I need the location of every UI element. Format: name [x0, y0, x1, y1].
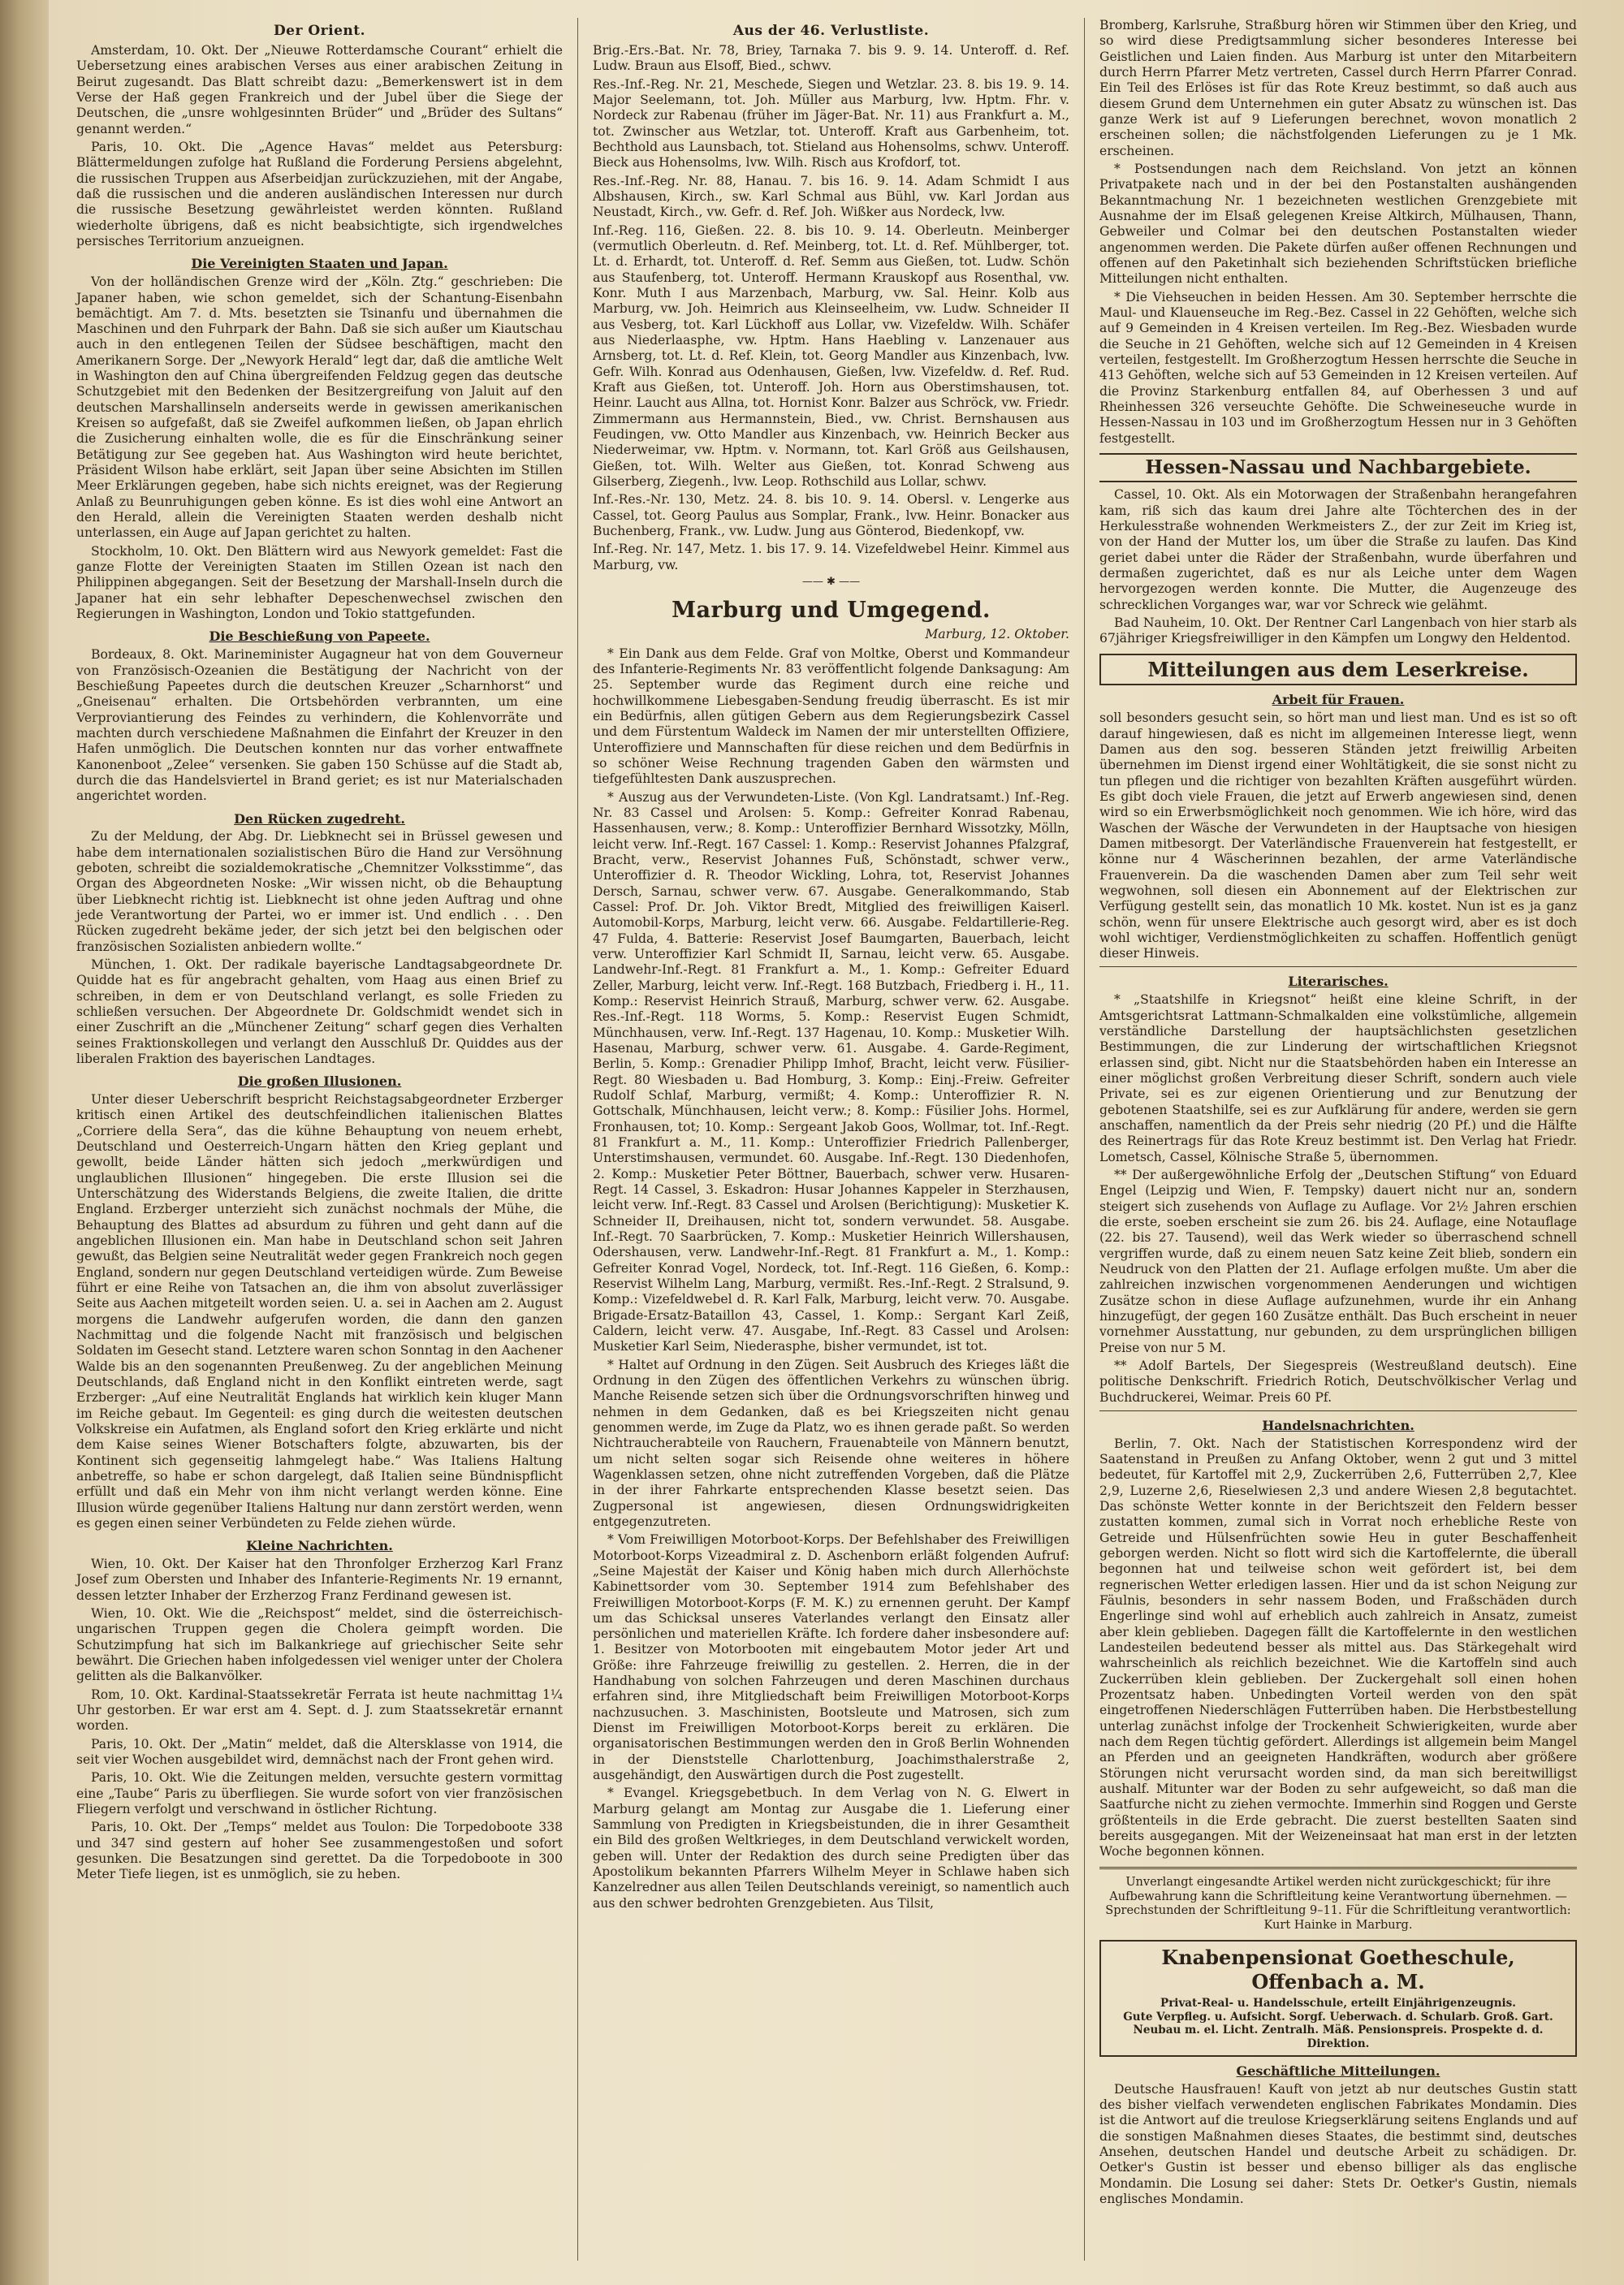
list-paragraph: Brig.-Ers.-Bat. Nr. 78, Briey, Tarnaka 7. bis 9. 9. 14. Unteroff. d. Ref. Ludw. Braun aus Elsoff, Bied., schwv. — [593, 43, 1069, 74]
article-paragraph: Wien, 10. Okt. Der Kaiser hat den Thronfolger Erzherzog Karl Franz Josef zum Obersten und Inhaber des Infanterie-Regiments Nr. 19 ernannt, dessen letzter Inhaber der Erzherzog Franz Ferdinand gewesen ist. — [76, 1557, 563, 1603]
dateline: Marburg, 12. Oktober. — [925, 627, 1069, 642]
handel-heading: Handelsnachrichten. — [1262, 1417, 1415, 1433]
leser-heading: Mitteilungen aus dem Leserkreise. — [1099, 654, 1577, 686]
article-paragraph: Paris, 10. Okt. Die „Agence Havas“ meldet aus Petersburg: Blättermeldungen zufolge hat Rußland die Forderung Persiens abgelehnt, die russischen Truppen aus Afserbeidjan zurückzuziehen, mit der Angabe, daß die russischen und die anderen ausländischen Interessen nur durch die russische Besetzung gewährleistet werden könnten. Rußland wiederholte übrigens, daß es nicht beabsichtigte, sich irgendwelches persisches Territorium anzueignen. — [76, 140, 563, 249]
verlust-heading: Aus der 46. Verlustliste. — [732, 23, 930, 39]
article-paragraph: Rom, 10. Okt. Kardinal-Staatssekretär Ferrata ist heute nachmittag 1¼ Uhr gestorben. Er war erst am 4. Sept. d. J. zum Staatssekretär ernannt worden. — [76, 1687, 563, 1734]
list-paragraph: Inf.-Res.-Nr. 130, Metz. 24. 8. bis 10. 9. 14. Obersl. v. Lengerke aus Cassel, tot. Georg Paulus aus Somplar, Frank., lvw. Heinr. Bonacker aus Buchenberg, Frank., vw. Ludw. Jung aus Gönterod, Biedenkopf, vw. — [593, 492, 1069, 538]
frauen-heading: Arbeit für Frauen. — [1272, 692, 1405, 708]
article-paragraph: * Haltet auf Ordnung in den Zügen. Seit Ausbruch des Krieges läßt die Ordnung in den Zügen des öffentlichen Verkehrs zu wünschen übrig. Manche Reisende setzen sich über die Ordnungsvorschriften hinweg und nehmen in dem Gedanken, daß es bei Kriegszeiten nicht genau genommen werde, im Zuge da Platz, wo es ihnen gerade paßt. So werden Nichtraucherabteile von Rauchern, Frauenabteile von Männern benutzt, um nicht selten sogar sich Reisende ohne weiteres in höhere Wagenklassen setzen, ohne nicht zutreffenden Vorgeben, daß die Plätze in der ihrer Fahrkarte entsprechenden Klasse besetzt seien. Das Zugpersonal ist angewiesen, diesen Ordnungswidrigkeiten entgegenzutreten. — [593, 1357, 1069, 1529]
article-paragraph: Deutsche Hausfrauen! Kauft von jetzt ab nur deutsches Gustin statt des bisher vielfach verwendeten englischen Fabrikates Mondamin. Dies ist die Antwort auf die treulose Kriegserklärung seitens Englands und auf die sonstigen Maßnahmen dieses Staates, die bestimmt sind, deutsches Ansehen, deutschen Handel und deutsche Arbeit zu schädigen. Dr. Oetker's Gustin ist besser und ebenso billiger als das englische Mondamin. Die Losung sei daher: Stets Dr. Oetker's Gustin, niemals englisches Mondamin. — [1099, 2081, 1577, 2206]
article-paragraph: Paris, 10. Okt. Der „Temps“ meldet aus Toulon: Die Torpedoboote 338 und 347 sind gestern auf hoher See zusammengestoßen und sofort gesunken. Die Besatzungen sind gerettet. Da die Torpedoboote in 300 Meter Tiefe liegen, ist es unmöglich, sie zu heben. — [76, 1820, 563, 1882]
article-paragraph: Stockholm, 10. Okt. Den Blättern wird aus Newyork gemeldet: Fast die ganze Flotte der Vereinigten Staaten im Stillen Ozean ist nach den Philippinen abgegangen. Seit der Besetzung der Marshall-Inseln durch die Japaner hat ein sehr lebhafter Depeschenwechsel zwischen den Regierungen in Washington, London und Tokio stattgefunden. — [76, 543, 563, 622]
columns — [71, 18, 1592, 2261]
article-paragraph: * Ein Dank aus dem Felde. Graf von Moltke, Oberst und Kommandeur des Infanterie-Regiments Nr. 83 veröffentlicht folgende Danksagung: Am 25. September wurde das Regiment durch eine reiche und hochwillkommene Liebesgaben-Sendung freudig überrascht. Es ist mir ein Bedürfnis, allen gütigen Gebern aus dem Regierungsbezirk Cassel und dem Fürstentum Waldeck im Namen der mir unterstellten Offiziere, Unteroffiziere und Mannschaften für diese reichen und dem Bedürfnis in so schöner Weise Rechnung tragenden Gaben den wärmsten und tiefgefühltesten Dank auszusprechen. — [593, 646, 1069, 787]
article-paragraph: Unter dieser Ueberschrift bespricht Reichstagsabgeordneter Erzberger kritisch einen Artikel des deutschfeindlichen italienischen Blattes „Corriere della Sera“, das die kühne Behauptung von neuem erhebt, Deutschland und Oesterreich-Ungarn hätten den Krieg geplant und gewollt, beide Länder hätten sich jedoch „merkwürdigen und unglaublichen Illusionen“ hingegeben. Die erste Illusion sei die Unterschätzung des Widerstands Belgiens, die zweite Italien, die dritte England. Erzberger unterzieht sich zunächst nochmals der Mühe, die Behauptung des Blattes ad absurdum zu führen und geht dann auf die angeblichen Illusionen ein. Man habe in Deutschland schon seit Jahren gewußt, das Belgien seine Neutralität weder gegen Frankreich noch gegen England, sondern nur gegen Deutschland verteidigen würde. Zum Beweise führt er eine Reihe von Tatsachen an, die ihm von absolut zuverlässiger Seite aus Aachen mitgeteilt worden seien. U. a. sei in Aachen am 2. August morgens die Landwehr aufgerufen worden, die dann den ganzen Nachmittag und die folgende Nacht mit französisch und belgischen Soldaten im Gesecht stand. Letztere waren schon Sonntag in den Aachener Walde bis an den sogenannten Preußenweg. Zu der angeblichen Meinung Deutschlands, daß England nicht in den Konflikt eintreten werde, sagt Erzberger: „Auf eine Neutralität Englands hat wirklich kein kluger Mann im Reiche gebaut. Im Gegenteil: es ging durch die weitesten deutschen Volkskreise ein Aufatmen, als England sofort den Krieg erklärte und nicht dem Kaise seines Wiener Botschafters folgte, abzuwarten, bis der Kontinent sich gegenseitig lahmgelegt habe.“ Was Italiens Haltung anbetreffe, so habe er schon dargelegt, daß Italien seine Bündnispflicht erfüllt und daß ein Mehr von ihm nicht verlangt werden könne. Eine Illusion würde gegenüber Italiens Haltung nur dann zerstört werden, wenn es gegen einen seiner Verbündeten zu Felde ziehen würde. — [76, 1092, 563, 1531]
hessen-heading: Hessen-Nassau und Nachbargebiete. — [1099, 453, 1577, 483]
article-paragraph: * Auszug aus der Verwundeten-Liste. (Von Kgl. Landratsamt.) Inf.-Reg. Nr. 83 Cassel und Arolsen: 5. Komp.: Gefreiter Konrad Rabenau, Hassenhausen, verw.; 8. Komp.: Unteroffizier Bernhard Wissotzky, Mölln, leicht verw. Inf.-Regt. 167 Cassel: 1. Komp.: Reservist Johannes Pfalzgraf, Bracht, verw., Reservist Johannes Fuß, Schönstadt, schwer verw., Unteroffizier d. R. Theodor Wickling, Lohra, tot, Reservist Johannes Dersch, Sarnau, schwer verw. 67. Ausgabe. Generalkommando, Stab Cassel: Prof. Dr. Joh. Viktor Bredt, Mitglied des freiwilligen Kaiserl. Automobil-Korps, Marburg, leicht verw. 66. Ausgabe. Feldartillerie-Reg. 47 Fulda, 4. Batterie: Reservist Josef Baumgarten, Bauerbach, leicht verw. Unteroffizier Karl Schmidt II, Sarnau, leicht verw. 65. Ausgabe. Landwehr-Inf.-Regt. 81 Frankfurt a. M., 1. Komp.: Gefreiter Eduard Zeller, Marburg, leicht verw. Inf.-Regt. 168 Butzbach, Friedberg i. H., 11. Komp.: Reservist Heinrich Strauß, Marburg, schwer verw. 62. Ausgabe. Res.-Inf.-Regt. 118 Worms, 5. Komp.: Reservist Eugen Schmidt, Münchhausen, verw. Inf.-Regt. 137 Hagenau, 10. Komp.: Musketier Wilh. Hasenau, Marburg, schwer verw. 61. Ausgabe. 4. Garde-Regiment, Berlin, 5. Komp.: Grenadier Philipp Imhof, Bracht, leicht verw. Füsilier-Regt. 80 Wiesbaden u. Bad Homburg, 3. Komp.: Einj.-Freiw. Gefreiter Rudolf Schlaf, Marburg, vermißt; 4. Komp.: Unteroffizier R. N. Gottschalk, Münchhausen, leicht verw.; 8. Komp.: Füsilier Johs. Hormel, Fronhausen, tot; 10. Komp.: Sergeant Jakob Goos, Wollmar, tot. Inf.-Regt. 81 Frankfurt a. M., 11. Komp.: Unteroffizier Friedrich Pallenberger, Unterstimshausen, vermundet. 60. Ausgabe. Inf.-Regt. 130 Diedenhofen, 2. Komp.: Musketier Peter Böttner, Bauerbach, schwer verw. Husaren-Regt. 14 Cassel, 3. Eskadron: Husar Johannes Kappeler in Sterzhausen, leicht verw. Inf.-Regt. 83 Cassel und Arolsen (Berichtigung): Musketier K. Schneider II, Dreihausen, nicht tot, sondern verwundet. 58. Ausgabe. Inf.-Regt. 70 Saarbrücken, 7. Komp.: Musketier Heinrich Willershausen, Odershausen, verw. Landwehr-Inf.-Regt. 81 Frankfurt a. M., 1. Komp.: Gefreiter Konrad Vogel, Nordeck, tot. Inf.-Regt. 116 Gießen, 6. Komp.: Reservist Wilhelm Lang, Marburg, vermißt. Res.-Inf.-Regt. 2 Stralsund, 9. Komp.: Vizefeldwebel d. R. Karl Falk, Marburg, leicht verw. 70. Ausgabe. Brigade-Ersatz-Bataillon 43, Cassel, 1. Komp.: Sergant Karl Zeiß, Caldern, leicht verw. 47. Ausgabe, Inf.-Regt. 83 Cassel und Arolsen: Musketier Karl Seim, Niederasphe, bisher vermundet, ist tot. — [593, 789, 1069, 1354]
article-paragraph: München, 1. Okt. Der radikale bayerische Landtagsabgeordnete Dr. Quidde hat es für angebracht gehalten, vom Haag aus einen Brief zu schreiben, in dem er von Deutschland verlangt, es solle Frieden zu schließen versuchen. Der Abgeordnete Dr. Goldschmidt wendet sich in einer Zuschrift an die „Münchener Zeitung“ scharf gegen dies Verhalten seines Fraktionskollegen und verlangt den Ausschluß Dr. Quiddes aus der liberalen Fraktion des bayerischen Landtages. — [76, 957, 563, 1066]
ad-line: Privat-Real- u. Handelsschule, erteilt Einjährigenzeugnis. — [1160, 1996, 1516, 2010]
page-binding — [0, 0, 49, 2285]
papeete-heading: Die Beschießung von Papeete. — [209, 628, 430, 645]
column-right — [1085, 18, 1592, 2261]
ad-title: Knabenpensionat Goetheschule, Offenbach a. M. — [1161, 1946, 1515, 1994]
column-left — [71, 18, 578, 2261]
article-paragraph: Paris, 10. Okt. Wie die Zeitungen melden, versuchte gestern vormittag eine „Taube“ Paris zu überfliegen. Sie wurde sofort von vier französischen Fliegern verfolgt und verschwand in östlicher Richtung. — [76, 1770, 563, 1817]
article-paragraph: Bromberg, Karlsruhe, Straßburg hören wir Stimmen über den Krieg, und so wird diese Predigtsammlung sicher besonderes Interesse bei Geistlichen und Laien finden. Aus Marburg ist unter den Mitarbeitern durch Herrn Pfarrer Metz vertreten, Cassel durch Herrn Pfarrer Conrad. Ein Teil des Erlöses ist für das Rote Kreuz bestimmt, so daß auch aus diesem Grund dem Unternehmen ein guter Absatz zu wünschen ist. Das ganze Werk ist auf 9 Lieferungen berechnet, wovon monatlich 2 erscheinen sollen; die nächstfolgenden Lieferungen zu je 1 Mk. erscheinen. — [1099, 18, 1577, 158]
article-paragraph: ** Adolf Bartels, Der Siegespreis (Westreußland deutsch). Eine politische Denkschrift. Friedrich Rotich, Deutschvölkischer Verlag und Buchdruckerei, Weimar. Preis 60 Pf. — [1099, 1358, 1577, 1405]
list-paragraph: Res.-Inf.-Reg. Nr. 21, Meschede, Siegen und Wetzlar. 23. 8. bis 19. 9. 14. Major Seelemann, tot. Joh. Müller aus Marburg, lvw. Hptm. Fhr. v. Nordeck zur Rabenau (früher im Jäger-Bat. Nr. 11) aus Frankfurt a. M., tot. Zwinscher aus Wetzlar, tot. Unteroff. Kraft aus Garbenheim, tot. Bechthold aus Launsbach, tot. Stieland aus Hohensolms, schwv. Unteroff. Bieck aus Hohensolms, lvw. Wilh. Risch aus Krofdorf, tot. — [593, 76, 1069, 171]
ad-line: Gute Verpfleg. u. Aufsicht. Sorgf. Ueberwach. d. Schularb. Groß. Gart. Neubau m. el. Licht. Zentralh. Mäß. Pensionspreis. Prospekte d. d. Direktion. — [1123, 2010, 1553, 2051]
usa-heading: Die Vereinigten Staaten und Japan. — [191, 256, 448, 272]
editorial-notice: Unverlangt eingesandte Artikel werden nicht zurückgeschickt; für ihre Aufbewahrung kann die Schriftleitung keine Verantwortung übernehmen. — Sprechstunden der Schriftleitung 9–11. Für die Schriftleitung verantwortlich: Kurt Hainke in Marburg. — [1105, 1875, 1571, 1933]
ruecken-heading: Den Rücken zugedreht. — [234, 810, 405, 827]
list-paragraph: Inf.-Reg. Nr. 147, Metz. 1. bis 17. 9. 14. Vizefeldwebel Heinr. Kimmel aus Marburg, vw. — [593, 542, 1069, 572]
article-paragraph: Paris, 10. Okt. Der „Matin“ meldet, daß die Altersklasse von 1914, die seit vier Wochen ausgebildet wird, demnächst nach der Front gehen wird. — [76, 1736, 563, 1768]
marburg-heading: Marburg und Umgegend. — [672, 598, 991, 624]
list-paragraph: Inf.-Reg. 116, Gießen. 22. 8. bis 10. 9. 14. Oberleutn. Meinberger (vermutlich Oberleutn. d. Ref. Meinberg, tot. Lt. d. Ref. Mühlberger, tot. Lt. d. Erhardt, tot. Unteroff. d. Ref. Semm aus Gießen, tot. Ludw. Schön aus Staufenberg, tot. Unteroff. Hermann Krauskopf aus Rosenthal, vw. Konr. Muth I aus Marzenbach, Marburg, vw. Sal. Heinr. Kolb aus Marburg, vw. Joh. Heimrich aus Kleinseelheim, vw. Ludw. Schneider II aus Vesberg, tot. Karl Lückhoff aus Lollar, vw. Vizefeldw. Wilh. Schäfer aus Niederlaasphe, vw. Hptm. Hans Haebling v. Lanzenauer aus Arnsberg, tot. Lt. d. Ref. Klein, tot. Georg Mandler aus Kinzenbach, lvw. Gefr. Wilh. Konrad aus Odenhausen, Gießen, lvw. Vizefeldw. d. Ref. Rud. Kraft aus Gießen, tot. Unteroff. Joh. Horn aus Oberstimshausen, tot. Heinr. Laucht aus Allna, tot. Hornist Konr. Balzer aus Schröck, vw. Friedr. Zimmermann aus Hermannstein, Bied., vw. Christ. Bernshausen aus Feudingen, vw. Otto Mandler aus Kinzenbach, vw. Heinrich Becker aus Niederweimar, vw. Hptm. v. Normann, tot. Karl Größ aus Geilshausen, Gießen, tot. Wilh. Welter aus Gießen, tot. Konrad Schweng aus Gilserberg, Ziegenh., lvw. Leop. Rothschild aus Lollar, schwv. — [593, 222, 1069, 489]
orient-heading: Der Orient. — [273, 23, 366, 39]
column-middle — [578, 18, 1085, 2261]
kleine-heading: Kleine Nachrichten. — [246, 1538, 393, 1554]
divider — [1099, 1410, 1577, 1411]
article-paragraph: * Postsendungen nach dem Reichsland. Von jetzt an können Privatpakete nach und in der bei den Postanstalten aushängenden Bekanntmachung Nr. 1 bezeichneten westlichen Grenzgebiete mit Ausnahme der im Elsaß gelegenen Kreise Altkirch, Mülhausen, Thann, Gebweiler und Colmar bei den deutschen Postanstalten wieder angenommen werden. Die Pakete dürfen außer offenen Rechnungen und offenen auf den Paketinhalt sich beziehenden Schriftstücken briefliche Mitteilungen nicht enthalten. — [1099, 161, 1577, 287]
divider — [1099, 1867, 1577, 1869]
article-paragraph: Zu der Meldung, der Abg. Dr. Liebknecht sei in Brüssel gewesen und habe dem internationalen sozialistischen Büro die Hand zur Versöhnung geboten, schreibt die sozialdemokratische „Chemnitzer Volksstimme“, das Organ des Abgeordneten Noske: „Wir wissen nicht, ob die Behauptung über Liebknecht richtig ist. Liebknecht ist ohne jeden Auftrag und ohne jede Verantwortung der Partei, wo er immer ist. Und endlich . . . Den Rücken zugedreht bekäme jeder, der sich jetzt bei den belgischen oder französischen Sozialisten anbiedern wollte.“ — [76, 829, 563, 954]
gesch-heading: Geschäftliche Mitteilungen. — [1236, 2063, 1440, 2079]
article-paragraph: soll besonders gesucht sein, so hört man und liest man. Und es ist so oft darauf hingewiesen, daß es nicht im allgemeinen Interesse liegt, wenn Damen aus den sog. besseren Ständen jetzt freiwillig Arbeiten übernehmen im Dienst irgend einer Wohltätigkeit, die sie sonst nicht zu tun pflegen und die richtiger von bezahlten Kräften ausgeführt würden. Es gibt doch viele Frauen, die jetzt auf Erwerb angewiesen sind, denen wird so ein Erwerbsmöglichkeit noch genommen. Wie ich höre, wird das Waschen der Wäsche der Verwundeten in der Hauptsache von hiesigen Damen mitbesorgt. Der Vaterländische Frauenverein hat festgestellt, er könne nur 4 Wäscherinnen bezahlen, der arme Vaterländische Frauenverein. Da die waschenden Damen aber zum Teil sehr weit wegwohnen, soll diesen ein Abonnement auf der Elektrischen zur Verfügung gestellt sein, das monatlich 10 Mk. kostet. Nun ist es ja ganz schön, wenn für unsere Elektrische auch gesorgt wird, aber es ist doch wohl wichtiger, Verdienstmöglichkeiten zu schaffen. Hoffentlich genügt dieser Hinweis. — [1099, 711, 1577, 961]
article-paragraph: * „Staatshilfe in Kriegsnot“ heißt eine kleine Schrift, in der Amtsgerichtsrat Lattmann-Schmalkalden eine volkstümliche, allgemein verständliche Darstellung der hauptsächlichsten gesetzlichen Bestimmungen, die zur Linderung der wirtschaftlichen Kriegsnot erlassen sind, gibt. Nicht nur die Staatsbehörden haben ein Interesse an einer möglichst großen Verbreitung dieser Schrift, sondern auch viele Private, sei es zur eigenen Orientierung und zur Benutzung der gebotenen Staatshilfe, sei es zur Aufklärung für andere, werden sie gern anschaffen, namentlich da der Preis sehr niedrig (20 Pf.) und die Hälfte des Reinertrags für das Rote Kreuz bestimmt ist. Den Verlag hat Friedr. Lometsch, Cassel, Kölnische Straße 5, übernommen. — [1099, 992, 1577, 1164]
article-paragraph: Bordeaux, 8. Okt. Marineminister Augagneur hat von dem Gouverneur von Französisch-Ozeanien die Bestätigung der Nachricht von der Beschießung Papeetes durch die deutschen Kreuzer „Scharnhorst“ und „Gneisenau“ erhalten. Die Ortsbehörden verbrannten, um eine Verproviantierung des Feindes zu verhindern, die Kohlenvorräte und machten durch verschiedene Maßnahmen die Einfahrt der Kreuzer in den Hafen unmöglich. Die Deutschen konnten nur das vorher entwaffnete Kanonenboot „Zelee“ versenken. Sie gaben 150 Schüsse auf die Stadt ab, durch die das Handelsviertel in Brand geriet; es ist nur Materialschaden angerichtet worden. — [76, 647, 563, 804]
article-paragraph: * Evangel. Kriegsgebetbuch. In dem Verlag von N. G. Elwert in Marburg gelangt am Montag zur Ausgabe die 1. Lieferung einer Sammlung von Predigten in Kriegsbeistunden, die in ihrer Gesamtheit ein Bild des großen Weltkrieges, in dem Deutschland verwickelt worden, geben will. Unter der Redaktion des durch seine Predigten über das Apostolikum bekannten Pfarrers Wilhelm Meyer in Schlawe haben sich Kanzelredner aus allen Teilen Deutschlands vereinigt, so namentlich auch aus den schwer bedrohten Grenzgebieten. Aus Tilsit, — [593, 1786, 1070, 1911]
article-paragraph: * Vom Freiwilligen Motorboot-Korps. Der Befehlshaber des Freiwilligen Motorboot-Korps Vizeadmiral z. D. Aschenborn erläßt folgenden Aufruf: „Seine Majestät der Kaiser und König haben mich durch Allerhöchste Kabinettsorder vom 30. September 1914 zum Befehlshaber des Freiwilligen Motorboot-Korps (F. M. K.) zu ernennen geruht. Der Kampf um das Schicksal unseres Vaterlandes verlangt den Einsatz aller persönlichen und materiellen Kräfte. Ich fordere daher insbesondere auf: 1. Besitzer von Motorbooten mit eingebautem Motor jeder Art und Größe: ihre Fahrzeuge freiwillig zu gestellen. 2. Herren, die in der Handhabung von solchen Fahrzeugen und deren Maschinen durchaus erfahren sind, ihre Mitgliedschaft beim Freiwilligen Motorboot-Korps nachzusuchen. 3. Maschinisten, Bootsleute und Matrosen, sich zum Dienst im Freiwilligen Motorboot-Korps bereit zu erklären. Die organisatorischen Bestimmungen werden den in Groß Berlin Wohnenden in der Dienststelle Charlottenburg, Joachimsthalerstraße 2, ausgehändigt, den Auswärtigen durch die Post zugestellt. — [593, 1532, 1069, 1783]
list-paragraph: Res.-Inf.-Reg. Nr. 88, Hanau. 7. bis 16. 9. 14. Adam Schmidt I aus Albshausen, Kirch., sw. Karl Schmal aus Bühl, vw. Karl Jordan aus Neustadt, Kirch., vw. Gefr. d. Ref. Joh. Wißker aus Nordeck, lvw. — [593, 173, 1069, 220]
article-paragraph: Cassel, 10. Okt. Als ein Motorwagen der Straßenbahn herangefahren kam, riß sich das kaum drei Jahre alte Töchterchen des in der Herkulesstraße wohnenden Werkmeisters Z., der zur Zeit im Krieg ist, von der Hand der Mutter los, um über die Straße zu laufen. Das Kind geriet dabei unter die Räder der Straßenbahn, wurde überfahren und dermaßen zugerichtet, daß es nur als Leiche unter dem Wagen hervorgezogen werden konnte. Die Mutter, die Augenzeuge des schrecklichen Vorganges war, war vor Schreck wie gelähmt. — [1099, 487, 1577, 612]
article-paragraph: * Die Viehseuchen in beiden Hessen. Am 30. September herrschte die Maul- und Klauenseuche im Reg.-Bez. Cassel in 22 Gehöften, welche sich auf 9 Gemeinden in 4 Kreisen verteilen. Im Reg.-Bez. Wiesbaden wurde die Seuche in 21 Gehöften, welche sich auf 12 Gemeinden in 4 Kreisen verteilen, festgestellt. Im Großherzogtum Hessen herrschte die Seuche in 413 Gehöften, welche sich auf 53 Gemeinden in 12 Kreisen verteilen. Auf die Provinz Starkenburg entfallen 84, auf Oberhessen 3 und auf Rheinhessen 326 verseuchte Gehöfte. Die Schweineseuche wurde in Hessen-Nassau in 103 und im Großherzogtum Hessen nur in 3 Gehöften festgestellt. — [1099, 289, 1577, 446]
article-paragraph: Von der holländischen Grenze wird der „Köln. Ztg.“ geschrieben: Die Japaner haben, wie schon gemeldet, sich der Schantung-Eisenbahn bemächtigt. Am 7. d. Mts. besetzten sie Tsinanfu und übernahmen die Maschinen und den Fuhrpark der Bahn. Daß sie sich außer um Kiautschau auch in den entlegenen Teilen der Südsee beschäftigen, macht den Amerikanern Sorge. Der „Newyork Herald“ legt dar, daß die amtliche Welt in Washington den auf China übergreifenden Feldzug gegen das deutsche Schutzgebiet mit den Bedenken der Besitzergreifung von Jaluit auf den deutschen Marshallinseln anderseits werde in gewissen amerikanischen Kreisen so aufgefaßt, daß sie Zweifel aufkommen ließen, ob Japan ehrlich die Zusicherung einhalten wolle, die es für die Einschränkung seiner Betätigung zur See gegeben hat. Aus Washington wird heute berichtet, Präsident Wilson habe erklärt, seit Japan über seine Absichten im Stillen Meer Erklärungen gegeben, habe sich nichts ereignet, was der Regierung Anlaß zu Beunruhigungen geben könne. Es ist dies wohl eine Antwort an den Herald, allein die Vereinigten Staaten werden deshalb nicht unterlassen, ein Auge auf Japan gerichtet zu halten. — [76, 274, 563, 541]
article-paragraph: Amsterdam, 10. Okt. Der „Nieuwe Rotterdamsche Courant“ erhielt die Uebersetzung eines arabischen Verses aus einer arabischen Zeitung in Beirut zugesandt. Das Blatt schreibt dazu: „Bemerkenswert ist in dem Verse der Haß gegen Frankreich und der Jubel über die Siege der Deutschen, die „unsre wohlgesinnten Brüder“ und „Brüder des Sultans“ genannt werden.“ — [76, 43, 563, 136]
article-paragraph: ** Der außergewöhnliche Erfolg der „Deutschen Stiftung“ von Eduard Engel (Leipzig und Wien, F. Tempsky) dauert nicht nur an, sondern steigert sich zusehends von Auflage zu Auflage. Vor 2½ Jahren erschien die erste, soeben erscheint sie zum 26. bis 24. Auflage, eine Notauflage (22. bis 27. Tausend), weil das Werk wieder so überraschend schnell vergriffen wurde, daß zu einem neuen Satz keine Zeit blieb, sondern ein Neudruck von den Platten der 21. Auflage erfolgen mußte. Um aber die zahlreichen inzwischen vorgenommenen Aenderungen und wichtigen Zusätze schon in diese Auflage aufzunehmen, wurde ihr ein Anhang hinzugefügt, der gegen 160 Zusätze enthält. Das Buch erscheint in neuer vornehmer Ausstattung, nur gebunden, zu dem ursprünglichen billigen Preise von nur 5 M. — [1099, 1167, 1577, 1355]
advertisement — [1099, 1940, 1577, 2056]
article-paragraph: Berlin, 7. Okt. Nach der Statistischen Korrespondenz wird der Saatenstand in Preußen zu Anfang Oktober, wenn 2 gut und 3 mittel bedeutet, für Kartoffel mit 2,9, Zuckerrüben 2,6, Futterrüben 2,7, Klee 2,9, Luzerne 2,6, Rieselwiesen 2,3 und andere Wiesen 2,8 begutachtet. Das schönste Wetter konnte in der Berichtszeit den Feldern besser zustatten kommen, zumal sich in Vorrat noch erhebliche Reste von Getreide und Hülsenfrüchten sowie Heu in guter Beschaffenheit geborgen werden. Nicht so flott wird sich die Kartoffelernte, die überall begonnen hat und teilweise schon weit gefördert ist, bei dem regnerischen Wetter erledigen lassen. Hier und da ist schon Neigung zur Fäulnis, besonders in sehr nassem Boden, und Fraßschäden durch Engerlinge sind wohl auf erheblich auch zahlreich in Ansatz, zumeist aber klein geblieben. Dagegen fällt die Kartoffelernte in den westlichen Landesteilen bedeutend besser als mittel aus. Das Stärkegehalt wird wahrscheinlich als reichlich bezeichnet. Wie die Kartoffeln sind auch Zuckerrüben klein geblieben. Der Zuckergehalt soll einen hohen Prozentsatz haben. Unbedingten Vorteil werden von den spät eingetroffenen Niederschlägen Futterrüben haben. Die Herbstbestellung unterlag zunächst infolge der Trockenheit Schwierigkeiten, wurde aber nach dem Regen tüchtig gefördert. Allerdings ist allgemein beim Mangel an Pferden und an geeigneten Handkräften, wodurch aber größere Störungen nicht verursacht worden sind, da man sich bereitwilligst aushalf. Mitunter war der Boden zu sehr aufgeweicht, so daß man die Saatfurche nicht zu ziehen vermochte. Immerhin sind Roggen und Gerste größtenteils in die Erde gebracht. Die zuerst bestellten Saaten sind bereits ausgegangen. Mit der Weizeneinsaat hat man erst in der letzten Woche begonnen können. — [1099, 1436, 1577, 1860]
divider — [1099, 966, 1577, 967]
illusion-heading: Die großen Illusionen. — [237, 1073, 402, 1090]
liter-heading: Literarisches. — [1288, 974, 1389, 990]
star-divider: —— ✱ —— — [801, 575, 861, 588]
article-paragraph: Bad Nauheim, 10. Okt. Der Rentner Carl Langenbach von hier starb als 67jähriger Kriegsfreiwilliger in den Kämpfen um Longwy den Heldentod. — [1099, 616, 1577, 646]
article-paragraph: Wien, 10. Okt. Wie die „Reichspost“ meldet, sind die österreichisch-ungarischen Truppen gegen die Cholera geimpft worden. Die Schutzimpfung hat sich im Balkankriege auf griechischer Seite sehr bewährt. Die Griechen haben infolgedessen viel weniger unter der Cholera gelitten als die Balkanvölker. — [76, 1606, 563, 1684]
